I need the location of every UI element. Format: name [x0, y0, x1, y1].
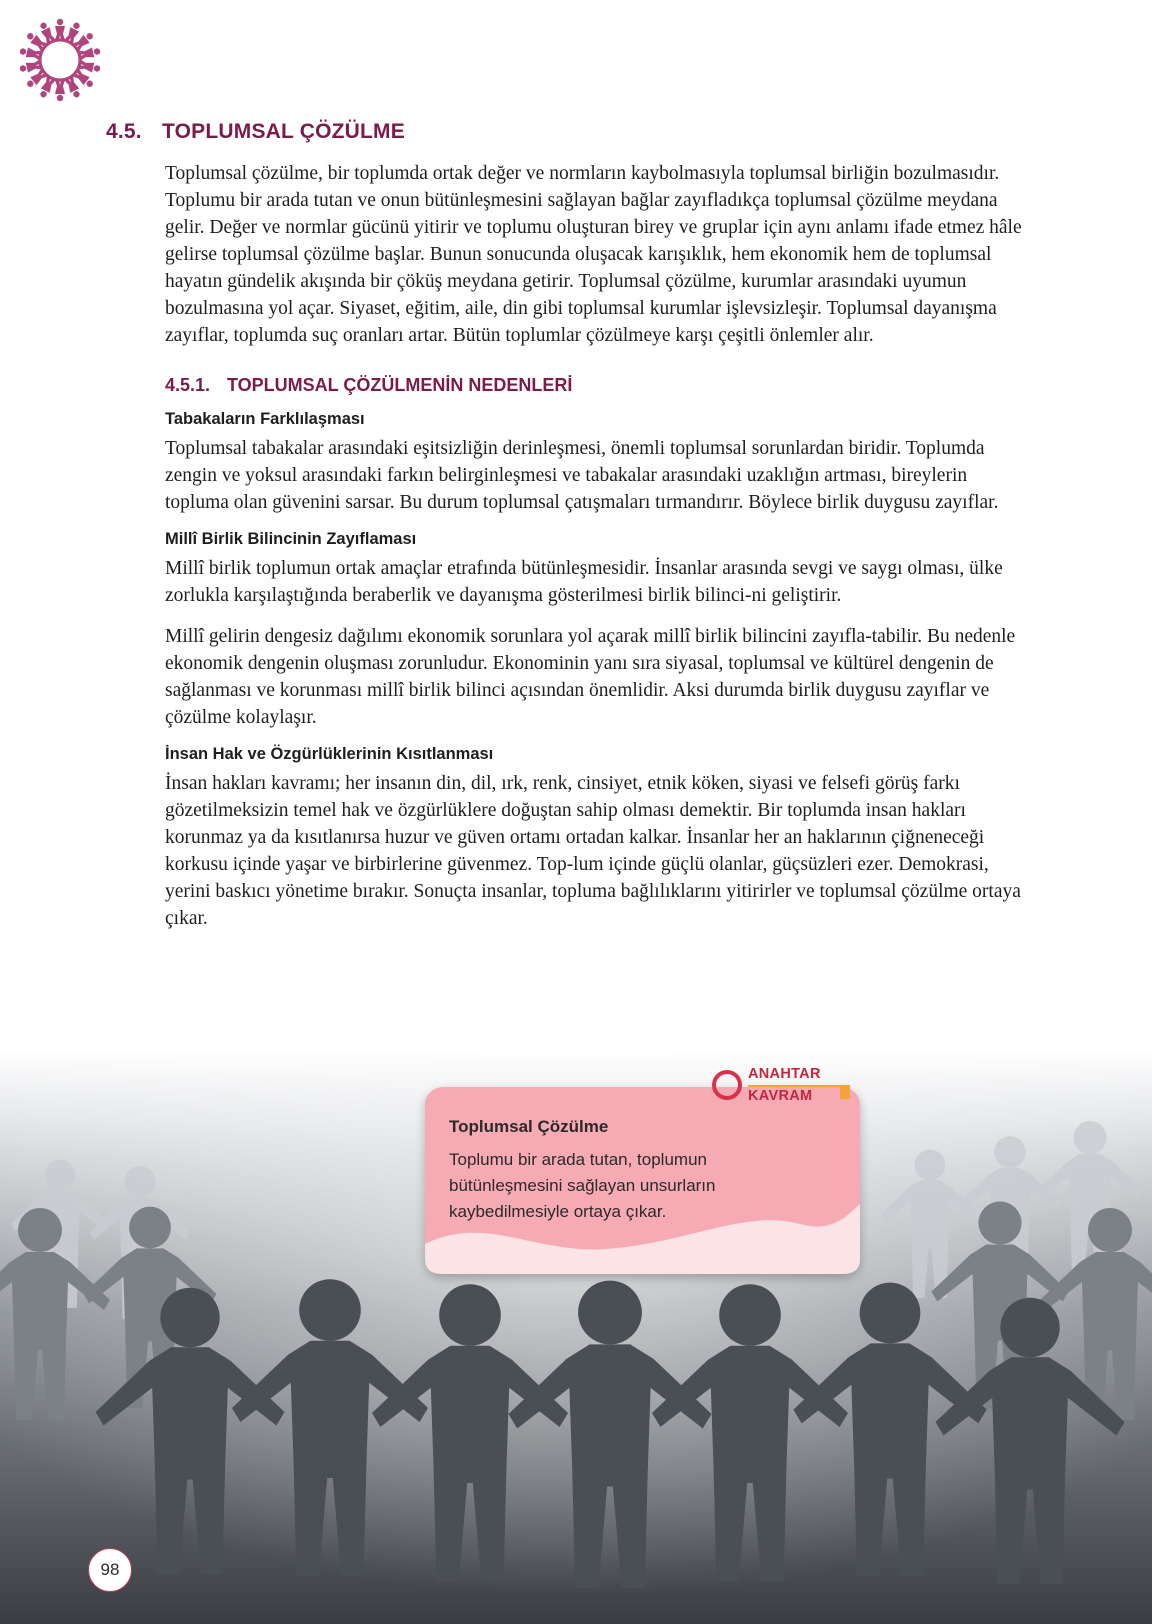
badge-tab: [840, 1085, 850, 1099]
topic-paragraph: Millî gelirin dengesiz dağılımı ekonomik sorunlara yol açarak millî birlik bilincini zayıfla-tabilir. Bu nedenle ekonomik dengenin oluşması zorunludur. Ekonominin yanı sıra siyasal, toplumsal ve kültürel dengenin de sağlanması ve korunması millî birlik bilinci açısından önemlidir. Aksi durumda birlik duygusu zayıflar ve çözülme kolaylaşır.: [165, 626, 1016, 728]
main-content: [165, 160, 1025, 932]
ring-icon: [712, 1070, 742, 1100]
topic-heading: Millî Birlik Bilincinin Zayıflaması: [165, 530, 417, 548]
people-circle-logo-icon: [14, 14, 106, 106]
logo-person-icon: [78, 60, 101, 74]
subsection-title: [165, 375, 1025, 396]
key-concept-badge: [712, 1064, 852, 1110]
key-concept-box: [425, 1087, 860, 1274]
topic-heading: İnsan Hak ve Özgürlüklerinin Kısıtlanması: [165, 745, 494, 763]
section-number: 4.5.: [106, 120, 142, 143]
topic-heading: Tabakaların Farklılaşması: [165, 410, 365, 428]
section-title: [106, 120, 405, 144]
logo-person-icon: [19, 46, 42, 60]
logo-person-icon: [78, 46, 101, 60]
topic-paragraph: İnsan hakları kavramı; her insanın din, dil, ırk, renk, cinsiyet, etnik köken, siyasi ve felsefi görüş farkı gözetilmeksizin temel hak ve özgürlüklere doğuştan sahip olması demektir. Bir toplumda insan hakları korunmaz ya da kısıtlanırsa huzur ve güven ortamı ortadan kalkar. İnsanlar her an haklarının çiğneneceği korkusu içinde yaşar ve birbirlerine güvenmez. Top-lum içinde güçlü olanlar, güçsüzleri ezer. Demokrasi, yerini baskıcı yönetime bırakır. Sonuçta insanlar, topluma bağlılıklarını yitirirler ve toplumsal çözülme ortaya çıkar.: [165, 773, 1021, 929]
logo-person-icon: [55, 19, 65, 40]
logo-person-icon: [19, 60, 42, 74]
logo-person-icon: [55, 80, 65, 101]
badge-line1: ANAHTAR: [748, 1066, 821, 1082]
key-concept-term: Toplumsal Çözülme: [449, 1117, 609, 1136]
intro-paragraph: Toplumsal çözülme, bir toplumda ortak değer ve normların kaybolmasıyla toplumsal birliğin bozulmasıdır. Toplumu bir arada tutan ve onun bütünleşmesini sağlayan bağlar zayıfladıkça toplumsal çözülme meydana gelir. Değer ve normlar gücünü yitirir ve toplumu oluşturan birey ve gruplar için aynı anlamı ifade etmez hâle gelirse toplumsal çözülme başlar. Bunun sonucunda oluşacak karışıklık, hem ekonomik hem de toplumsal hayatın gündelik akışında bir çöküş meydana getirir. Toplumsal çözülme, kurumlar arasındaki uyumun bozulmasına yol açar. Siyaset, eğitim, aile, din gibi toplumsal kurumlar işlevsizleşir. Toplumsal dayanışma zayıflar, toplumda suç oranları artar. Bütün toplumlar çözülmeye karşı çeşitli önlemler alır.: [165, 163, 1022, 346]
logo-ring: [40, 40, 80, 80]
page-number: 98: [88, 1548, 132, 1592]
subsection-title-text: TOPLUMSAL ÇÖZÜLMENİN NEDENLERİ: [227, 375, 573, 395]
topic-paragraph: Millî birlik toplumun ortak amaçlar etrafında bütünleşmesidir. İnsanlar arasında sevgi ve saygı olması, ülke zorlukla karşılaştığında beraberlik ve dayanışma gösterilmesi birlik bilinci-ni geliştirir.: [165, 558, 1003, 606]
subsection-number: 4.5.1.: [165, 375, 211, 395]
section-title-text: TOPLUMSAL ÇÖZÜLME: [162, 120, 405, 143]
badge-line2: KAVRAM: [748, 1088, 813, 1104]
key-concept-definition: Toplumu bir arada tutan, toplumun bütünleşmesini sağlayan unsurların kaybedilmesiyle ortaya çıkar.: [449, 1150, 716, 1221]
topic-paragraph: Toplumsal tabakalar arasındaki eşitsizliğin derinleşmesi, önemli toplumsal sorunlardan biridir. Toplumda zengin ve yoksul arasındaki farkın belirginleşmesi ve tabakalar arasındaki uzaklığın artması, bireylerin topluma olan güvenini sarsar. Bu durum toplumsal çatışmaları tırmandırır. Böylece birlik duygusu zayıflar.: [165, 438, 999, 513]
badge-divider: [748, 1085, 848, 1087]
